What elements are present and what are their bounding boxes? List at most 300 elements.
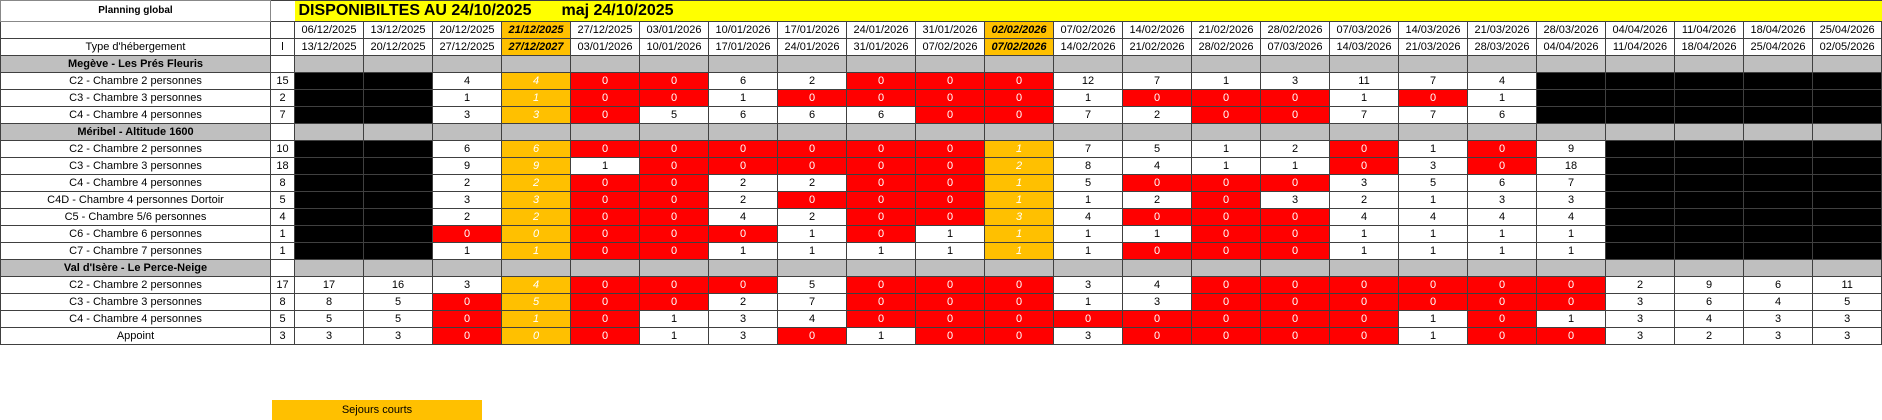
availability-cell: 1 (985, 243, 1054, 260)
title-row (1, 1, 1882, 22)
room-total: 15 (271, 73, 295, 90)
room-type-label: C3 - Chambre 3 personnes (1, 158, 271, 175)
availability-cell: 1 (1399, 192, 1468, 209)
section-filler-cell (709, 56, 778, 73)
section-filler-cell (916, 124, 985, 141)
availability-cell: 1 (847, 328, 916, 345)
availability-cell: 0 (916, 311, 985, 328)
corner-total-blank (271, 1, 295, 22)
section-filler-cell (1330, 56, 1399, 73)
availability-cell: 0 (1123, 175, 1192, 192)
availability-cell: 9 (1675, 277, 1744, 294)
availability-cell: 1 (1468, 243, 1537, 260)
availability-cell: 8 (295, 294, 364, 311)
availability-cell: 0 (916, 158, 985, 175)
availability-cell: 0 (709, 158, 778, 175)
availability-cell: 3 (1606, 294, 1675, 311)
availability-cell: 2 (709, 294, 778, 311)
section-title: Megève - Les Prés Fleuris (1, 56, 271, 73)
date-to-12: 21/02/2026 (1123, 39, 1192, 56)
availability-cell: 0 (985, 277, 1054, 294)
availability-cell: 0 (571, 311, 640, 328)
availability-cell: 1 (1192, 158, 1261, 175)
availability-cell: 0 (1192, 192, 1261, 209)
date-from-1: 13/12/2025 (364, 22, 433, 39)
availability-cell: 0 (985, 90, 1054, 107)
availability-cell (1606, 243, 1675, 260)
section-filler-cell (1813, 124, 1882, 141)
section-filler-cell (1192, 124, 1261, 141)
availability-cell: 3 (1054, 328, 1123, 345)
room-total: 5 (271, 311, 295, 328)
date-to-13: 28/02/2026 (1192, 39, 1261, 56)
availability-cell: 0 (1468, 294, 1537, 311)
availability-cell (364, 158, 433, 175)
availability-cell: 7 (1054, 107, 1123, 124)
availability-cell: 9 (502, 158, 571, 175)
availability-cell (1813, 158, 1882, 175)
section-filler-cell (1123, 124, 1192, 141)
availability-cell: 0 (1330, 328, 1399, 345)
date-from-0: 06/12/2025 (295, 22, 364, 39)
section-filler-cell (295, 56, 364, 73)
availability-cell (1606, 90, 1675, 107)
availability-cell: 3 (1744, 328, 1813, 345)
availability-cell: 16 (364, 277, 433, 294)
availability-cell: 0 (847, 294, 916, 311)
section-filler-cell (271, 124, 295, 141)
section-filler-cell (985, 124, 1054, 141)
availability-cell: 2 (1123, 192, 1192, 209)
availability-cell: 0 (916, 209, 985, 226)
availability-cell: 8 (1054, 158, 1123, 175)
availability-cell: 12 (1054, 73, 1123, 90)
availability-cell: 1 (1054, 243, 1123, 260)
date-from-2: 20/12/2025 (433, 22, 502, 39)
availability-cell: 0 (985, 73, 1054, 90)
availability-cell: 1 (916, 226, 985, 243)
room-total: 2 (271, 90, 295, 107)
section-filler-cell (778, 260, 847, 277)
section-filler-cell (847, 56, 916, 73)
section-title: Val d'Isère - Le Perce-Neige (1, 260, 271, 277)
availability-cell: 3 (1606, 328, 1675, 345)
availability-cell: 0 (1330, 294, 1399, 311)
availability-cell: 3 (1399, 158, 1468, 175)
section-filler-cell (271, 56, 295, 73)
availability-cell: 0 (1261, 243, 1330, 260)
availability-cell: 0 (640, 90, 709, 107)
section-filler-cell (433, 56, 502, 73)
room-total: 1 (271, 226, 295, 243)
section-filler-cell (1468, 124, 1537, 141)
availability-cell: 0 (1399, 90, 1468, 107)
date-from-13: 21/02/2026 (1192, 22, 1261, 39)
date-to-5: 10/01/2026 (640, 39, 709, 56)
availability-cell (1606, 73, 1675, 90)
section-filler-cell (778, 124, 847, 141)
availability-cell: 0 (640, 209, 709, 226)
section-filler-cell (1675, 260, 1744, 277)
availability-cell: 0 (1261, 226, 1330, 243)
availability-cell (295, 73, 364, 90)
section-filler-cell (1744, 260, 1813, 277)
room-total: 8 (271, 294, 295, 311)
availability-cell: 2 (1675, 328, 1744, 345)
availability-cell (1675, 175, 1744, 192)
availability-cell: 1 (433, 90, 502, 107)
availability-cell (1675, 226, 1744, 243)
availability-cell: 1 (640, 311, 709, 328)
room-total: 7 (271, 107, 295, 124)
availability-cell: 3 (709, 328, 778, 345)
section-filler-cell (1399, 124, 1468, 141)
section-filler-cell (295, 260, 364, 277)
date-from-12: 14/02/2026 (1123, 22, 1192, 39)
availability-cell: 1 (1261, 158, 1330, 175)
section-filler-cell (1399, 56, 1468, 73)
availability-cell: 3 (364, 328, 433, 345)
availability-cell: 1 (1537, 243, 1606, 260)
availability-cell: 0 (1330, 277, 1399, 294)
availability-cell: 4 (1330, 209, 1399, 226)
room-row (1, 294, 1882, 311)
availability-cell: 2 (1261, 141, 1330, 158)
availability-cell (1813, 243, 1882, 260)
availability-cell (1606, 107, 1675, 124)
availability-cell (364, 192, 433, 209)
availability-cell (364, 209, 433, 226)
total-header: l (271, 39, 295, 56)
availability-cell: 18 (1537, 158, 1606, 175)
availability-cell: 1 (1468, 90, 1537, 107)
section-filler-cell (847, 124, 916, 141)
availability-cell (295, 175, 364, 192)
availability-cell: 0 (916, 107, 985, 124)
date-from-22: 25/04/2026 (1813, 22, 1882, 39)
section-filler-cell (571, 260, 640, 277)
availability-cell (1675, 192, 1744, 209)
availability-cell: 0 (916, 328, 985, 345)
room-row (1, 328, 1882, 345)
section-filler-cell (1468, 56, 1537, 73)
section-title: Méribel - Altitude 1600 (1, 124, 271, 141)
availability-cell: 5 (1399, 175, 1468, 192)
room-total: 8 (271, 175, 295, 192)
room-type-label: C2 - Chambre 2 personnes (1, 141, 271, 158)
availability-cell: 0 (847, 90, 916, 107)
availability-cell: 6 (502, 141, 571, 158)
availability-cell: 0 (1192, 294, 1261, 311)
availability-cell: 0 (847, 175, 916, 192)
availability-cell: 4 (1537, 209, 1606, 226)
availability-cell: 0 (640, 243, 709, 260)
room-row (1, 158, 1882, 175)
availability-cell (1606, 175, 1675, 192)
availability-cell: 5 (1813, 294, 1882, 311)
availability-cell: 4 (1468, 73, 1537, 90)
availability-cell: 5 (1054, 175, 1123, 192)
availability-cell: 3 (502, 192, 571, 209)
date-to-11: 14/02/2026 (1054, 39, 1123, 56)
availability-cell: 0 (1537, 328, 1606, 345)
availability-cell: 5 (502, 294, 571, 311)
room-row (1, 226, 1882, 243)
section-filler-cell (1675, 124, 1744, 141)
availability-cell: 1 (640, 328, 709, 345)
room-row (1, 277, 1882, 294)
availability-cell: 0 (1261, 175, 1330, 192)
title-banner (295, 1, 1882, 22)
availability-cell: 7 (1399, 107, 1468, 124)
date-from-row (1, 22, 1882, 39)
availability-cell: 1 (1399, 226, 1468, 243)
availability-cell: 0 (847, 277, 916, 294)
availability-cell: 0 (571, 328, 640, 345)
date-to-18: 04/04/2026 (1537, 39, 1606, 56)
section-filler-cell (571, 124, 640, 141)
availability-cell: 0 (847, 311, 916, 328)
availability-cell: 9 (1537, 141, 1606, 158)
availability-cell: 1 (571, 158, 640, 175)
availability-cell: 0 (1330, 158, 1399, 175)
availability-cell: 3 (1813, 311, 1882, 328)
date-from-20: 11/04/2026 (1675, 22, 1744, 39)
availability-cell (1675, 107, 1744, 124)
availability-cell: 0 (1537, 277, 1606, 294)
availability-cell: 0 (571, 294, 640, 311)
availability-cell (1813, 107, 1882, 124)
section-filler-cell (1606, 56, 1675, 73)
room-type-label: C6 - Chambre 6 personnes (1, 226, 271, 243)
availability-cell: 0 (985, 311, 1054, 328)
availability-cell: 6 (1468, 175, 1537, 192)
availability-cell: 0 (778, 90, 847, 107)
availability-cell: 3 (1813, 328, 1882, 345)
date-from-21: 18/04/2026 (1744, 22, 1813, 39)
availability-cell: 3 (1537, 192, 1606, 209)
section-filler-cell (1744, 124, 1813, 141)
availability-cell (1675, 73, 1744, 90)
room-row (1, 107, 1882, 124)
section-filler-cell (1261, 56, 1330, 73)
section-filler-cell (778, 56, 847, 73)
availability-cell: 3 (295, 328, 364, 345)
availability-cell (1675, 158, 1744, 175)
room-row (1, 209, 1882, 226)
availability-cell: 0 (640, 141, 709, 158)
availability-cell: 5 (778, 277, 847, 294)
availability-cell: 0 (502, 226, 571, 243)
availability-cell: 0 (1123, 209, 1192, 226)
availability-cell: 5 (1123, 141, 1192, 158)
availability-cell: 3 (1744, 311, 1813, 328)
date-to-0: 13/12/2025 (295, 39, 364, 56)
availability-cell (1744, 73, 1813, 90)
availability-cell: 0 (916, 73, 985, 90)
availability-cell: 7 (1399, 73, 1468, 90)
room-type-label: C3 - Chambre 3 personnes (1, 294, 271, 311)
section-row (1, 124, 1882, 141)
section-filler-cell (502, 124, 571, 141)
availability-cell: 4 (502, 73, 571, 90)
section-filler-cell (1261, 260, 1330, 277)
date-to-19: 11/04/2026 (1606, 39, 1675, 56)
availability-cell (1813, 226, 1882, 243)
update-date: maj 24/10/2025 (561, 2, 674, 19)
availability-cell: 0 (1261, 90, 1330, 107)
date-from-5: 03/01/2026 (640, 22, 709, 39)
availability-cell: 1 (1537, 311, 1606, 328)
availability-cell (295, 158, 364, 175)
availability-cell: 4 (1054, 209, 1123, 226)
room-total: 4 (271, 209, 295, 226)
availability-cell: 0 (847, 192, 916, 209)
availability-cell: 1 (778, 243, 847, 260)
availability-cell (1537, 73, 1606, 90)
date-from-6: 10/01/2026 (709, 22, 778, 39)
section-filler-cell (916, 56, 985, 73)
room-type-label: C3 - Chambre 3 personnes (1, 90, 271, 107)
availability-cell: 1 (1054, 90, 1123, 107)
availability-cell: 0 (847, 158, 916, 175)
section-filler-cell (916, 260, 985, 277)
room-total: 10 (271, 141, 295, 158)
availability-cell: 0 (571, 90, 640, 107)
availability-cell: 7 (1054, 141, 1123, 158)
availability-cell: 0 (778, 328, 847, 345)
date-from-total-blank (271, 22, 295, 39)
availability-cell: 0 (847, 141, 916, 158)
availability-cell: 0 (1468, 311, 1537, 328)
availability-cell: 1 (778, 226, 847, 243)
section-filler-cell (1192, 56, 1261, 73)
availability-cell: 5 (364, 294, 433, 311)
section-filler-cell (640, 56, 709, 73)
availability-cell: 0 (1468, 141, 1537, 158)
availability-cell (1744, 141, 1813, 158)
availability-cell: 0 (985, 107, 1054, 124)
availability-cell (295, 209, 364, 226)
availability-cell: 0 (1261, 107, 1330, 124)
availability-cell: 0 (640, 294, 709, 311)
section-row (1, 260, 1882, 277)
availability-cell: 2 (778, 73, 847, 90)
availability-cell: 0 (778, 192, 847, 209)
section-filler-cell (1537, 56, 1606, 73)
section-filler-cell (1330, 260, 1399, 277)
availability-cell (295, 192, 364, 209)
availability-cell: 0 (1123, 311, 1192, 328)
section-filler-cell (1261, 124, 1330, 141)
availability-cell: 1 (1054, 226, 1123, 243)
date-to-8: 31/01/2026 (847, 39, 916, 56)
date-to-15: 14/03/2026 (1330, 39, 1399, 56)
availability-cell: 5 (640, 107, 709, 124)
availability-cell: 0 (847, 73, 916, 90)
availability-cell: 6 (1744, 277, 1813, 294)
availability-cell: 1 (1330, 243, 1399, 260)
availability-cell: 0 (1330, 311, 1399, 328)
availability-cell: 4 (1468, 209, 1537, 226)
section-filler-cell (709, 124, 778, 141)
availability-cell: 0 (571, 243, 640, 260)
section-filler-cell (1054, 124, 1123, 141)
section-filler-cell (709, 260, 778, 277)
availability-cell: 1 (916, 243, 985, 260)
availability-cell: 2 (778, 209, 847, 226)
room-type-label: C4 - Chambre 4 personnes (1, 107, 271, 124)
availability-cell: 1 (1054, 294, 1123, 311)
corner-label: Planning global (1, 1, 271, 22)
availability-cell: 0 (709, 141, 778, 158)
availability-cell: 2 (433, 209, 502, 226)
availability-cell: 1 (985, 192, 1054, 209)
availability-cell: 2 (709, 175, 778, 192)
availability-cell (1606, 192, 1675, 209)
availability-cell: 4 (1744, 294, 1813, 311)
availability-cell: 0 (847, 209, 916, 226)
section-filler-cell (1123, 56, 1192, 73)
room-row (1, 73, 1882, 90)
type-label: Type d'hébergement (1, 39, 271, 56)
availability-cell: 0 (433, 311, 502, 328)
availability-cell (364, 226, 433, 243)
availability-cell: 2 (985, 158, 1054, 175)
section-filler-cell (433, 260, 502, 277)
section-filler-cell (1606, 260, 1675, 277)
availability-cell: 0 (640, 175, 709, 192)
availability-cell: 0 (571, 277, 640, 294)
section-filler-cell (364, 56, 433, 73)
availability-cell: 1 (1399, 141, 1468, 158)
availability-cell: 0 (1192, 277, 1261, 294)
room-row (1, 192, 1882, 209)
availability-cell (295, 90, 364, 107)
availability-cell: 5 (364, 311, 433, 328)
availability-cell: 3 (1261, 73, 1330, 90)
date-to-1: 20/12/2025 (364, 39, 433, 56)
availability-cell (295, 107, 364, 124)
availability-cell: 0 (847, 226, 916, 243)
date-from-4: 27/12/2025 (571, 22, 640, 39)
availability-cell: 0 (640, 226, 709, 243)
date-to-20: 18/04/2026 (1675, 39, 1744, 56)
availability-cell: 0 (571, 107, 640, 124)
availability-cell: 0 (985, 294, 1054, 311)
section-filler-cell (1054, 260, 1123, 277)
section-filler-cell (364, 124, 433, 141)
date-to-21: 25/04/2026 (1744, 39, 1813, 56)
availability-cell: 3 (1606, 311, 1675, 328)
availability-cell: 4 (778, 311, 847, 328)
availability-cell (1537, 107, 1606, 124)
availability-cell: 0 (1192, 175, 1261, 192)
date-from-15: 07/03/2026 (1330, 22, 1399, 39)
availability-cell (295, 226, 364, 243)
availability-cell: 0 (709, 226, 778, 243)
availability-cell: 3 (709, 311, 778, 328)
date-from-18: 28/03/2026 (1537, 22, 1606, 39)
availability-cell: 4 (709, 209, 778, 226)
availability-cell: 3 (1054, 277, 1123, 294)
section-filler-cell (1744, 56, 1813, 73)
availability-cell: 0 (916, 141, 985, 158)
availability-cell: 0 (916, 175, 985, 192)
availability-cell: 6 (847, 107, 916, 124)
availability-cell: 6 (1468, 107, 1537, 124)
availability-cell: 0 (1192, 107, 1261, 124)
